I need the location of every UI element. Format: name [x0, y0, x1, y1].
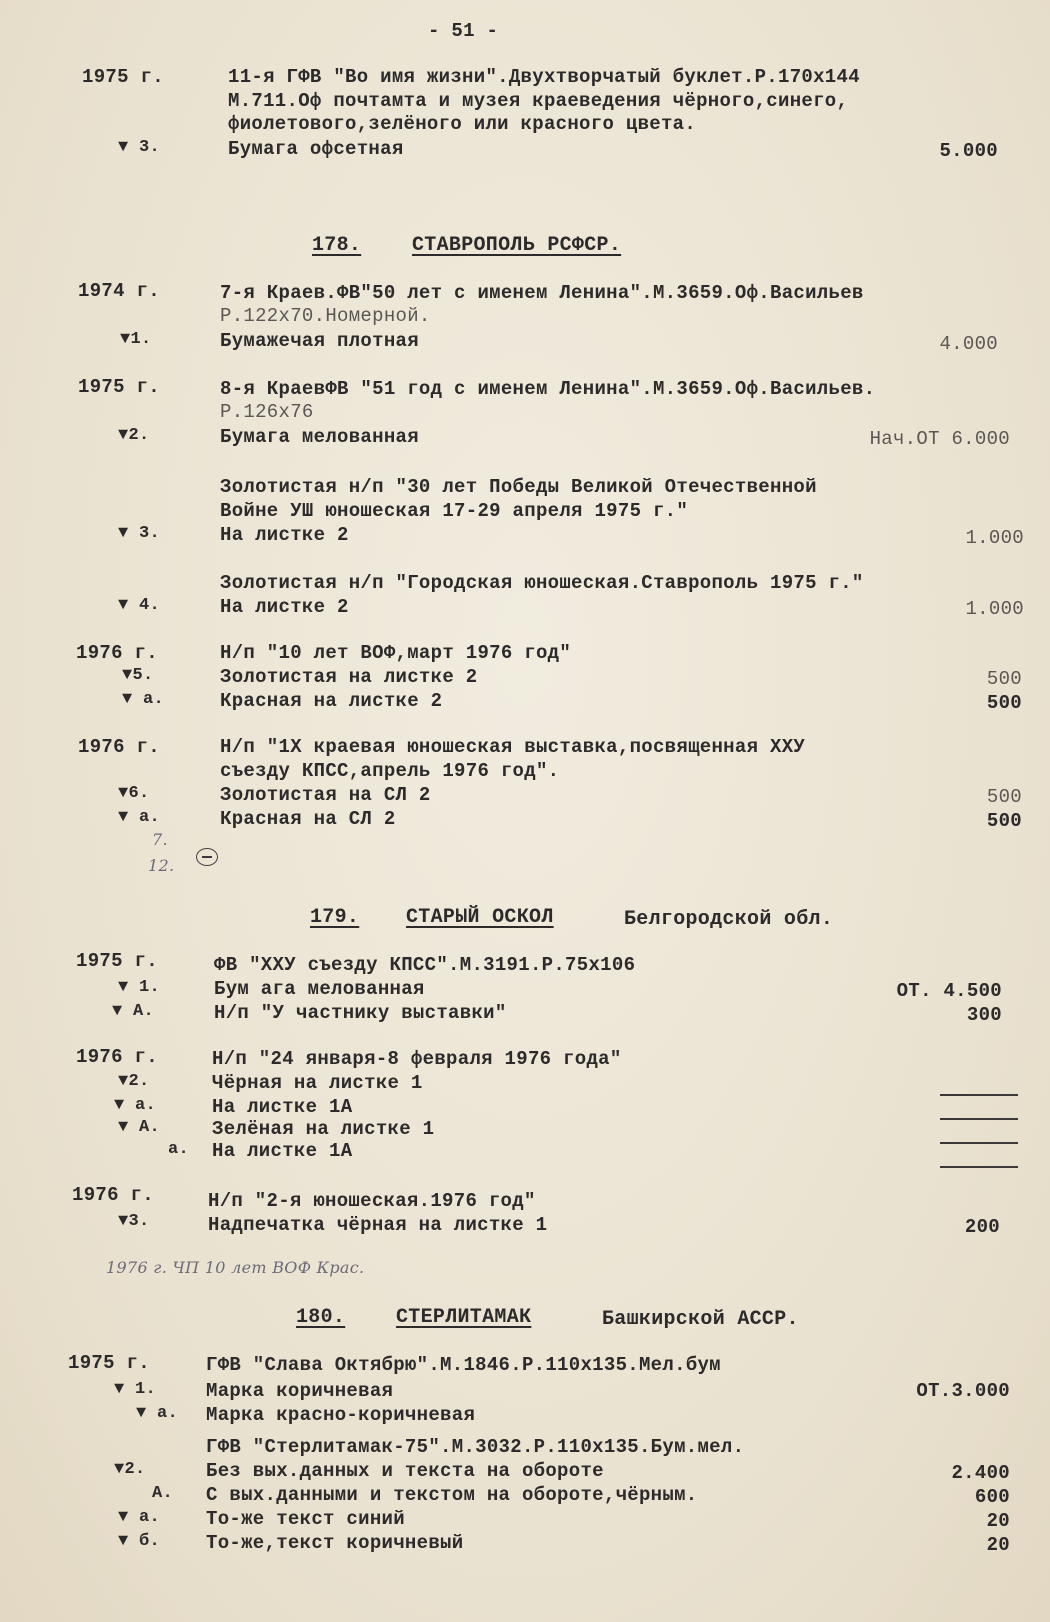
entry-item: На листке 1А	[212, 1140, 353, 1162]
entry-item: Бумага офсетная	[228, 138, 404, 160]
entry-quantity: Нач.ОТ 6.000	[869, 428, 1010, 450]
dash-placeholder	[940, 1094, 1018, 1096]
entry-mark: ▼ а.	[136, 1404, 179, 1423]
entry-item: Бум ага мелованная	[214, 978, 425, 1000]
entry-year: 1975 г.	[68, 1352, 150, 1374]
entry-mark: ▼2.	[118, 426, 150, 445]
entry-description: ГФВ "Стерлитамак-75".М.3032.Р.110х135.Бум.мел.	[206, 1436, 745, 1458]
entry-mark: ▼ 1.	[118, 978, 161, 997]
entry-description: 7-я Краев.ФВ"50 лет с именем Ленина".М.3659.Оф.Васильев	[220, 282, 864, 304]
entry-year: 1976 г.	[78, 736, 160, 758]
entry-quantity: 20	[986, 1534, 1010, 1556]
entry-quantity: 1.000	[965, 598, 1024, 620]
section-title: СТЕРЛИТАМАК	[396, 1306, 532, 1329]
entry-item: С вых.данными и текстом на обороте,чёрным.	[206, 1484, 698, 1506]
section-region: Белгородской обл.	[624, 908, 834, 931]
entry-item: На листке 2	[220, 596, 349, 618]
entry-description: 8-я КраевФВ "51 год с именем Ленина".М.3659.Оф.Васильев.	[220, 378, 876, 400]
entry-description: Р.122х70.Номерной.	[220, 305, 431, 327]
entry-year: 1974 г.	[78, 280, 160, 302]
entry-description: Золотистая н/п "30 лет Победы Великой Отечественной	[220, 476, 817, 498]
entry-quantity: ОТ. 4.500	[896, 980, 1002, 1002]
entry-item: Бумага мелованная	[220, 426, 419, 448]
handwritten-note: 7.	[152, 830, 168, 849]
entry-mark: ▼ 4.	[118, 596, 161, 615]
entry-quantity: 300	[966, 1004, 1002, 1026]
entry-mark: ▼2.	[118, 1072, 150, 1091]
entry-mark: ▼6.	[118, 784, 150, 803]
entry-quantity: 20	[986, 1510, 1010, 1532]
entry-description: ГФВ "Слава Октябрю".М.1846.Р.110х135.Мел.бум	[206, 1354, 721, 1376]
entry-item: Н/п "У частнику выставки"	[214, 1002, 507, 1024]
entry-quantity: 2.400	[951, 1462, 1010, 1484]
entry-item: Без вых.данных и текста на обороте	[206, 1460, 604, 1482]
entry-description: Р.126х76	[220, 401, 314, 423]
entry-description: ФВ "ХХУ съезду КПСС".М.3191.Р.75х106	[214, 954, 636, 976]
entry-item: То-же текст синий	[206, 1508, 405, 1530]
entry-quantity: 500	[986, 786, 1022, 808]
section-number: 178.	[312, 234, 362, 257]
entry-item: Марка красно-коричневая	[206, 1404, 476, 1426]
entry-mark: ▼ 3.	[118, 524, 161, 543]
dash-placeholder	[940, 1142, 1018, 1144]
entry-item: Зелёная на листке 1	[212, 1118, 435, 1140]
entry-mark: ▼1.	[120, 330, 152, 349]
entry-description: фиолетового,зелёного или красного цвета.	[228, 113, 697, 135]
entry-description: Н/п "10 лет ВОФ,март 1976 год"	[220, 642, 572, 664]
entry-year: 1976 г.	[72, 1184, 154, 1206]
entry-description: Н/п "2-я юношеская.1976 год"	[208, 1190, 536, 1212]
entry-item: На листке 1А	[212, 1096, 353, 1118]
section-number: 179.	[310, 906, 360, 929]
entry-quantity: 1.000	[965, 527, 1024, 549]
entry-item: Бумажечая плотная	[220, 330, 419, 352]
section-title: СТАРЫЙ ОСКОЛ	[406, 906, 554, 929]
dash-placeholder	[940, 1166, 1018, 1168]
entry-mark: ▼ а.	[118, 1508, 161, 1527]
entry-description: Войне УШ юношеская 17-29 апреля 1975 г."	[220, 500, 689, 522]
entry-mark: ▼ А.	[112, 1002, 155, 1021]
entry-year: 1975 г.	[82, 66, 164, 88]
entry-item: На листке 2	[220, 524, 349, 546]
entry-mark: ▼ б.	[118, 1532, 161, 1551]
entry-description: съезду КПСС,апрель 1976 год".	[220, 760, 560, 782]
entry-quantity: 200	[964, 1216, 1000, 1238]
entry-mark: ▼5.	[122, 666, 154, 685]
entry-quantity: 600	[974, 1486, 1010, 1508]
dash-placeholder	[940, 1118, 1018, 1120]
entry-item: Золотистая на листке 2	[220, 666, 478, 688]
entry-description: М.711.Оф почтамта и музея краеведения чёрного,синего,	[228, 90, 849, 112]
entry-year: 1975 г.	[78, 376, 160, 398]
entry-item: То-же,текст коричневый	[206, 1532, 464, 1554]
entry-mark: ▼ А.	[118, 1118, 161, 1137]
entry-item: Красная на листке 2	[220, 690, 443, 712]
entry-mark: ▼ 1.	[114, 1380, 157, 1399]
entry-mark: ▼ а.	[122, 690, 165, 709]
entry-year: 1976 г.	[76, 642, 158, 664]
entry-quantity: ОТ.3.000	[916, 1380, 1010, 1402]
entry-mark: ▼3.	[118, 1212, 150, 1231]
entry-description: Н/п "24 января-8 февраля 1976 года"	[212, 1048, 622, 1070]
section-title: СТАВРОПОЛЬ РСФСР.	[412, 234, 622, 257]
entry-quantity: 5.000	[939, 140, 998, 162]
entry-item: Чёрная на листке 1	[212, 1072, 423, 1094]
minus-stroke	[202, 856, 212, 858]
section-number: 180.	[296, 1306, 346, 1329]
entry-item: Марка коричневая	[206, 1380, 394, 1402]
entry-item: Золотистая на СЛ 2	[220, 784, 431, 806]
handwritten-note: 1976 г. ЧП 10 лет ВОФ Крас.	[106, 1258, 365, 1277]
entry-mark: ▼ 3.	[118, 138, 161, 157]
entry-description: Золотистая н/п "Городская юношеская.Ставрополь 1975 г."	[220, 572, 864, 594]
entry-description: 11-я ГФВ "Во имя жизни".Двухтворчатый буклет.Р.170х144	[228, 66, 860, 88]
entry-item: Красная на СЛ 2	[220, 808, 396, 830]
entry-mark: ▼2.	[114, 1460, 146, 1479]
entry-mark: А.	[152, 1484, 174, 1503]
entry-quantity: 500	[986, 692, 1022, 714]
entry-mark: а.	[168, 1140, 190, 1159]
entry-year: 1976 г.	[76, 1046, 158, 1068]
entry-mark: ▼ а.	[118, 808, 161, 827]
page-number: - 51 -	[428, 20, 499, 42]
entry-quantity: 4.000	[939, 333, 998, 355]
entry-description: Н/п "1Х краевая юношеская выставка,посвященная ХХУ	[220, 736, 806, 758]
entry-year: 1975 г.	[76, 950, 158, 972]
section-region: Башкирской АССР.	[602, 1308, 799, 1331]
entry-mark: ▼ а.	[114, 1096, 157, 1115]
entry-quantity: 500	[986, 668, 1022, 690]
handwritten-note: 12.	[148, 856, 175, 875]
entry-quantity: 500	[986, 810, 1022, 832]
entry-item: Надпечатка чёрная на листке 1	[208, 1214, 548, 1236]
